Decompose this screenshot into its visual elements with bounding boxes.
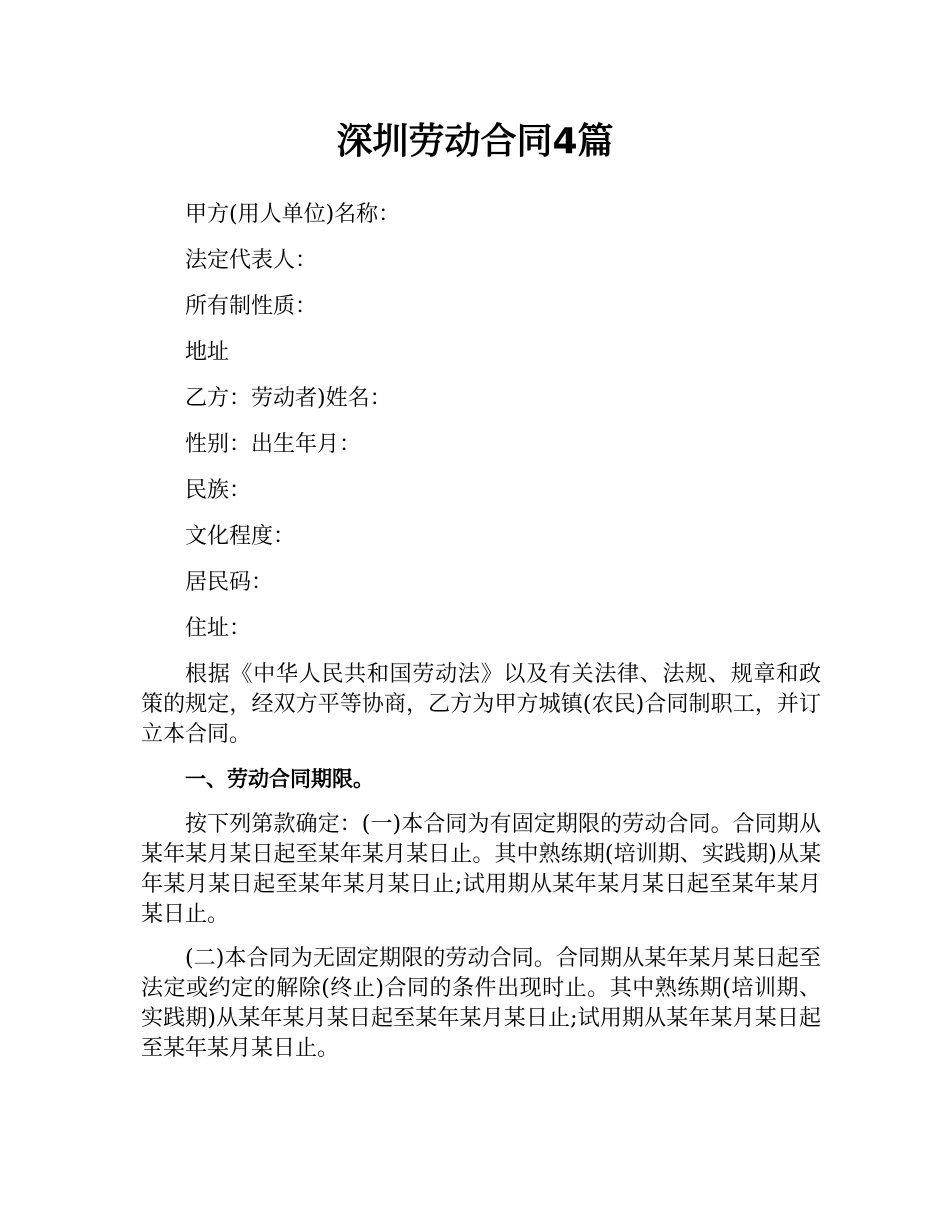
field-employer-name: 甲方(用人单位)名称： xyxy=(185,202,401,227)
field-ethnicity: 民族： xyxy=(185,478,252,503)
document-title: 深圳劳动合同4篇 xyxy=(336,121,614,162)
field-employee-name: 乙方：劳动者)姓名： xyxy=(185,386,392,411)
section-paragraph-fixed-term: 按下列第款确定：(一)本合同为有固定期限的劳动合同。合同期从某年某月某日起至某年某月某日止。其中熟练期(培训期、实践期)从某年某月某日起至某年某月某日止;试用期从某年某月某日起至某年某月某日止。 xyxy=(141,812,821,927)
field-gender-birth: 性别：出生年月： xyxy=(185,432,362,457)
field-residence: 住址： xyxy=(185,616,252,641)
section-heading-contract-term: 一、劳动合同期限。 xyxy=(185,767,374,791)
field-ownership-type: 所有制性质： xyxy=(185,294,318,319)
intro-paragraph: 根据《中华人民共和国劳动法》以及有关法律、法规、规章和政策的规定，经双方平等协商，乙方为甲方城镇(农民)合同制职工，并订立本合同。 xyxy=(141,662,821,747)
field-resident-code: 居民码： xyxy=(185,570,274,595)
field-address: 地址 xyxy=(185,340,230,365)
section-paragraph-open-term: (二)本合同为无固定期限的劳动合同。合同期从某年某月某日起至法定或约定的解除(终止)合同的条件出现时止。其中熟练期(培训期、实践期)从某年某月某日起至某年某月某日止;试用期从某年某月某日起至某年某月某日止。 xyxy=(141,946,821,1061)
document-body xyxy=(141,200,821,1078)
field-education: 文化程度： xyxy=(185,524,296,549)
field-legal-representative: 法定代表人： xyxy=(185,248,318,273)
